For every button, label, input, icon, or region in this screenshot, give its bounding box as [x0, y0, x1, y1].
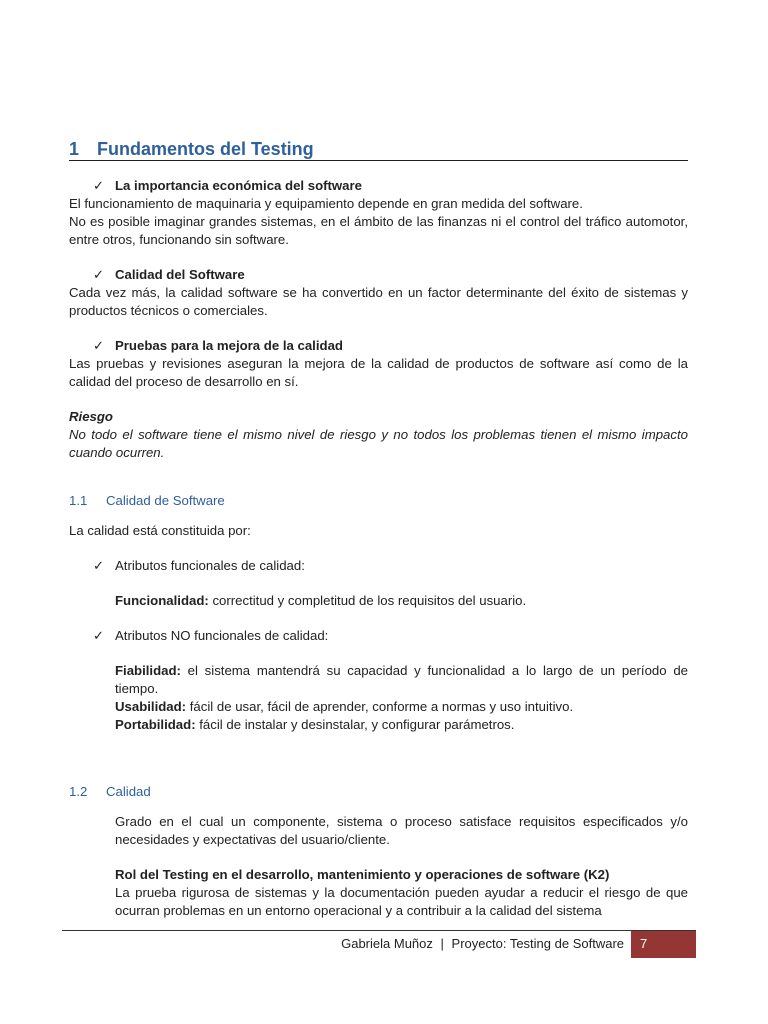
- checkmark-icon: ✓: [93, 338, 105, 353]
- attribute-desc: el sistema mantendrá su capacidad y funcionalidad a lo largo de un período de tiempo.: [115, 663, 688, 696]
- subsection-heading: [69, 492, 688, 510]
- bullet-item-text: Atributos funcionales de calidad:: [115, 558, 305, 573]
- bullet-heading: [93, 177, 688, 195]
- paragraph: Las pruebas y revisiones aseguran la mejora de la calidad de productos de software así como de la calidad del proceso de desarrollo en sí.: [69, 356, 688, 389]
- subsection-number: 1.2: [69, 784, 88, 799]
- risk-title: Riesgo: [69, 409, 113, 424]
- section-number: 1: [69, 139, 80, 159]
- subsection-title: Calidad: [106, 784, 151, 799]
- attribute-line: [115, 592, 688, 610]
- paragraph: La prueba rigurosa de sistemas y la documentación pueden ayudar a reducir el riesgo de que ocurran problemas en un entorno operacional y a contribuir a la calidad del sistema: [115, 885, 688, 918]
- attribute-desc: fácil de instalar y desinstalar, y configurar parámetros.: [195, 717, 515, 732]
- role-title: Rol del Testing en el desarrollo, mantenimiento y operaciones de software (K2): [115, 867, 610, 882]
- attribute-line: [115, 716, 688, 734]
- bullet-item: [93, 627, 688, 645]
- bullet-heading-text: Pruebas para la mejora de la calidad: [115, 338, 343, 353]
- attribute-term: Usabilidad:: [115, 699, 187, 714]
- bullet-heading-text: Calidad del Software: [115, 267, 245, 282]
- bullet-heading-text: La importancia económica del software: [115, 178, 362, 193]
- paragraph: La calidad está constituida por:: [69, 523, 251, 538]
- paragraph: El funcionamiento de maquinaria y equipamiento depende en gran medida del software.: [69, 196, 583, 211]
- checkmark-icon: ✓: [93, 267, 105, 282]
- subsection-number: 1.1: [69, 493, 88, 508]
- attribute-desc: fácil de usar, fácil de aprender, conforme a normas y uso intuitivo.: [186, 699, 574, 714]
- attribute-term: Portabilidad:: [115, 717, 196, 732]
- bullet-item: [93, 557, 688, 575]
- paragraph: Cada vez más, la calidad software se ha convertido en un factor determinante del éxito de sistemas y productos técnicos o comerciales.: [69, 285, 688, 318]
- page-number: 7: [631, 931, 696, 958]
- checkmark-icon: ✓: [93, 558, 105, 573]
- attribute-line: [115, 698, 688, 716]
- bullet-item-text: Atributos NO funcionales de calidad:: [115, 628, 329, 643]
- checkmark-icon: ✓: [93, 178, 105, 193]
- footer-divider: [62, 930, 696, 931]
- footer: [341, 936, 624, 951]
- attribute-term: Funcionalidad:: [115, 593, 209, 608]
- bullet-heading: [93, 337, 688, 355]
- section-title: Fundamentos del Testing: [97, 139, 314, 159]
- attribute-line: [115, 662, 688, 698]
- footer-project: Proyecto: Testing de Software: [451, 936, 624, 951]
- attribute-term: Fiabilidad:: [115, 663, 181, 678]
- page-content: [69, 140, 688, 920]
- paragraph: Grado en el cual un componente, sistema o proceso satisface requisitos especificados y/o necesidades y expectativas del usuario/cliente.: [115, 814, 688, 847]
- subsection-title: Calidad de Software: [106, 493, 225, 508]
- checkmark-icon: ✓: [93, 628, 105, 643]
- subsection-heading: [69, 783, 688, 801]
- risk-paragraph: No todo el software tiene el mismo nivel de riesgo y no todos los problemas tienen el mismo impacto cuando ocurren.: [69, 427, 688, 460]
- paragraph: No es posible imaginar grandes sistemas, en el ámbito de las finanzas ni el control del tráfico automotor, entre otros, funcionando sin software.: [69, 214, 688, 247]
- section-heading: [69, 140, 688, 161]
- bullet-heading: [93, 266, 688, 284]
- attribute-desc: correctitud y completitud de los requisitos del usuario.: [208, 593, 527, 608]
- footer-author: Gabriela Muñoz: [341, 936, 433, 951]
- footer-separator: |: [440, 936, 444, 951]
